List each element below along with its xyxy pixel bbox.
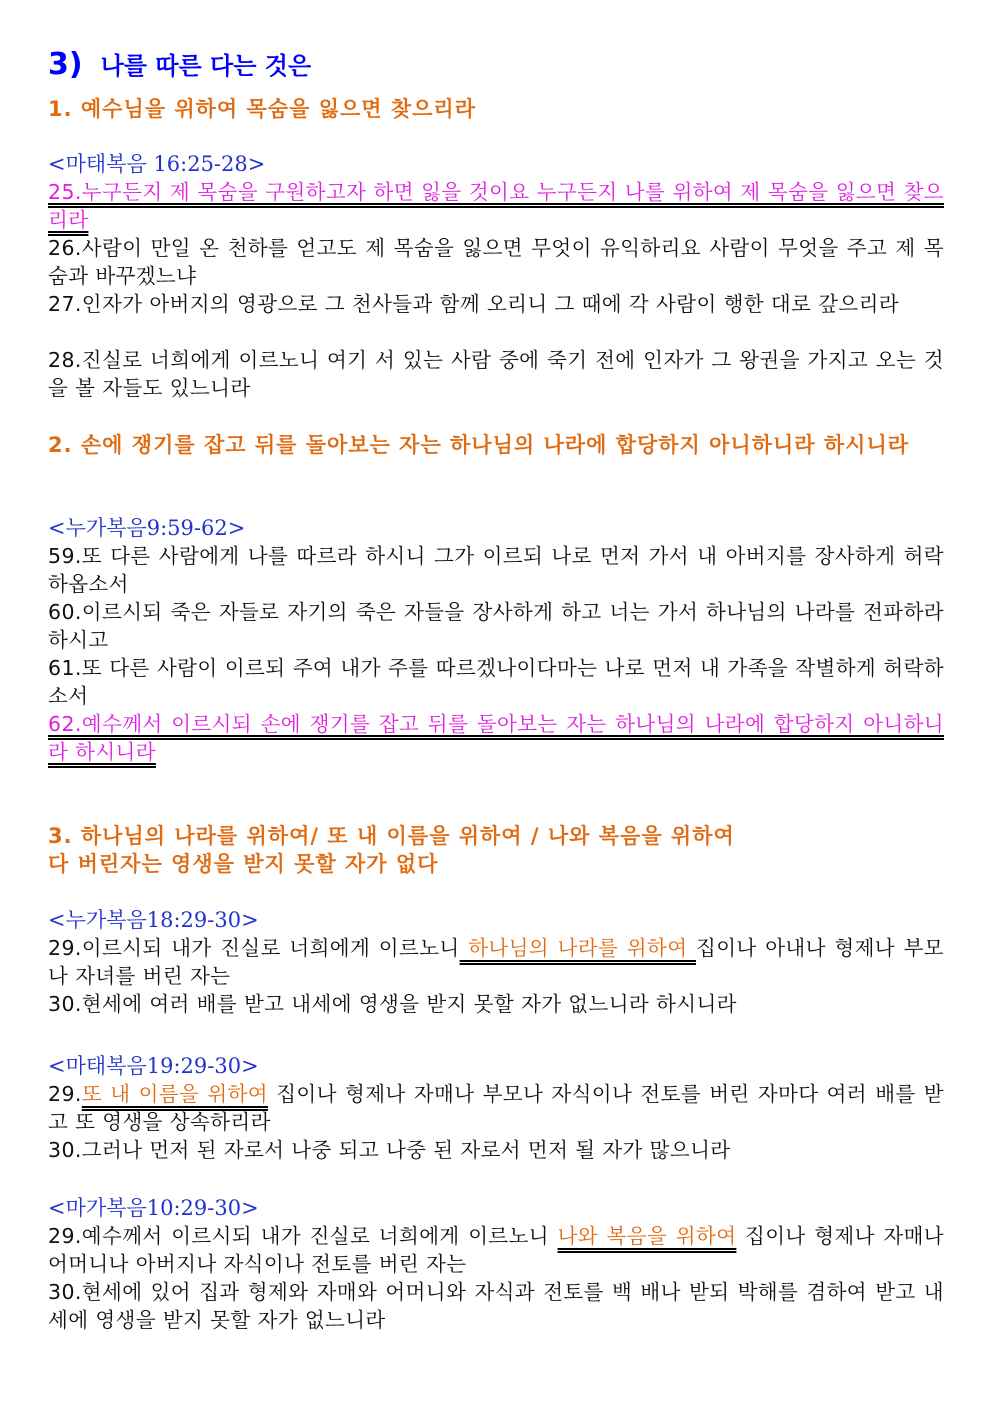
verse-text: 29.이르시되 내가 진실로 너희에게 이르노니 xyxy=(48,936,460,960)
verse xyxy=(48,1222,944,1278)
verse-emphasis: 하나님의 나라를 위하여 xyxy=(459,936,696,960)
section-1-title: 1. 예수님을 위하여 목숨을 잃으면 찾으리라 xyxy=(48,97,477,121)
verse-emphasis: 나와 복음을 위하여 xyxy=(557,1224,737,1248)
verse-text: 집이나 형제나 자매나 부모나 자식이나 전토를 버린 자마다 여러 배를 받고 또 영생을 상속하리라 xyxy=(48,1082,945,1134)
verse: 26.사람이 만일 온 천하를 얻고도 제 목숨을 잃으면 무엇이 유익하리요 사람이 무엇을 주고 제 목숨과 바꾸겠느냐 xyxy=(48,236,944,288)
section-3-title-line2: 다 버린자는 영생을 받지 못할 자가 없다 xyxy=(48,852,439,876)
section-2-reference: <누가복음9:59-62> xyxy=(48,516,246,540)
verse-highlighted: 25.누구든지 제 목숨을 구원하고자 하면 잃을 것이요 누구든지 나를 위하여 제 목숨을 잃으면 찾으리라 xyxy=(48,180,944,232)
passage-reference: <누가복음18:29-30> xyxy=(48,908,259,932)
verse: 27.인자가 아버지의 영광으로 그 천사들과 함께 오리니 그 때에 각 사람이 행한 대로 갚으리라 xyxy=(48,292,900,316)
verse xyxy=(48,1080,944,1136)
verse: 30.현세에 여러 배를 받고 내세에 영생을 받지 못할 자가 없느니라 하시니라 xyxy=(48,992,737,1016)
passage-reference: <마태복음19:29-30> xyxy=(48,1054,259,1078)
passage-reference: <마가복음10:29-30> xyxy=(48,1196,259,1220)
verse-text: 29. xyxy=(48,1082,82,1106)
verse: 61.또 다른 사람이 이르되 주여 내가 주를 따르겠나이다마는 나로 먼저 내 가족을 작별하게 허락하소서 xyxy=(48,656,944,708)
verse-text: 집이나 형제나 자매나 어머니나 아버지나 자식이나 전토를 버린 자는 xyxy=(48,1224,944,1276)
verse-text: 집이나 아내나 형제나 부모나 자녀를 버린 자는 xyxy=(48,936,944,988)
verse: 60.이르시되 죽은 자들로 자기의 죽은 자들을 장사하게 하고 너는 가서 하나님의 나라를 전파하라 하시고 xyxy=(48,600,944,652)
verse: 30.현세에 있어 집과 형제와 자매와 어머니와 자식과 전토를 백 배나 받되 박해를 겸하여 받고 내세에 영생을 받지 못할 자가 없느니라 xyxy=(48,1280,944,1332)
section-2-title: 2. 손에 쟁기를 잡고 뒤를 돌아보는 자는 하나님의 나라에 합당하지 아니하니라 하시니라 xyxy=(48,433,910,457)
page-heading xyxy=(48,46,311,82)
section-1-reference: <마태복음 16:25-28> xyxy=(48,152,266,176)
heading-title: 나를 따른 다는 것은 xyxy=(100,52,312,80)
verse-text: 29.예수께서 이르시되 내가 진실로 너희에게 이르노니 xyxy=(48,1224,558,1248)
verse: 30.그러나 먼저 된 자로서 나중 되고 나중 된 자로서 먼저 될 자가 많으니라 xyxy=(48,1138,731,1162)
verse xyxy=(48,934,944,990)
verse-emphasis: 또 내 이름을 위하여 xyxy=(81,1082,269,1106)
verse: 28.진실로 너희에게 이르노니 여기 서 있는 사람 중에 죽기 전에 인자가 그 왕권을 가지고 오는 것을 볼 자들도 있느니라 xyxy=(48,348,944,400)
section-3-title-line1: 3. 하나님의 나라를 위하여/ 또 내 이름을 위하여 / 나와 복음을 위하여 xyxy=(48,824,735,848)
verse-highlighted: 62.예수께서 이르시되 손에 쟁기를 잡고 뒤를 돌아보는 자는 하나님의 나라에 합당하지 아니하니라 하시니라 xyxy=(48,712,944,764)
verse: 59.또 다른 사람에게 나를 따르라 하시니 그가 이르되 나로 먼저 가서 내 아버지를 장사하게 허락하옵소서 xyxy=(48,544,944,596)
heading-number: 3) xyxy=(48,47,83,82)
